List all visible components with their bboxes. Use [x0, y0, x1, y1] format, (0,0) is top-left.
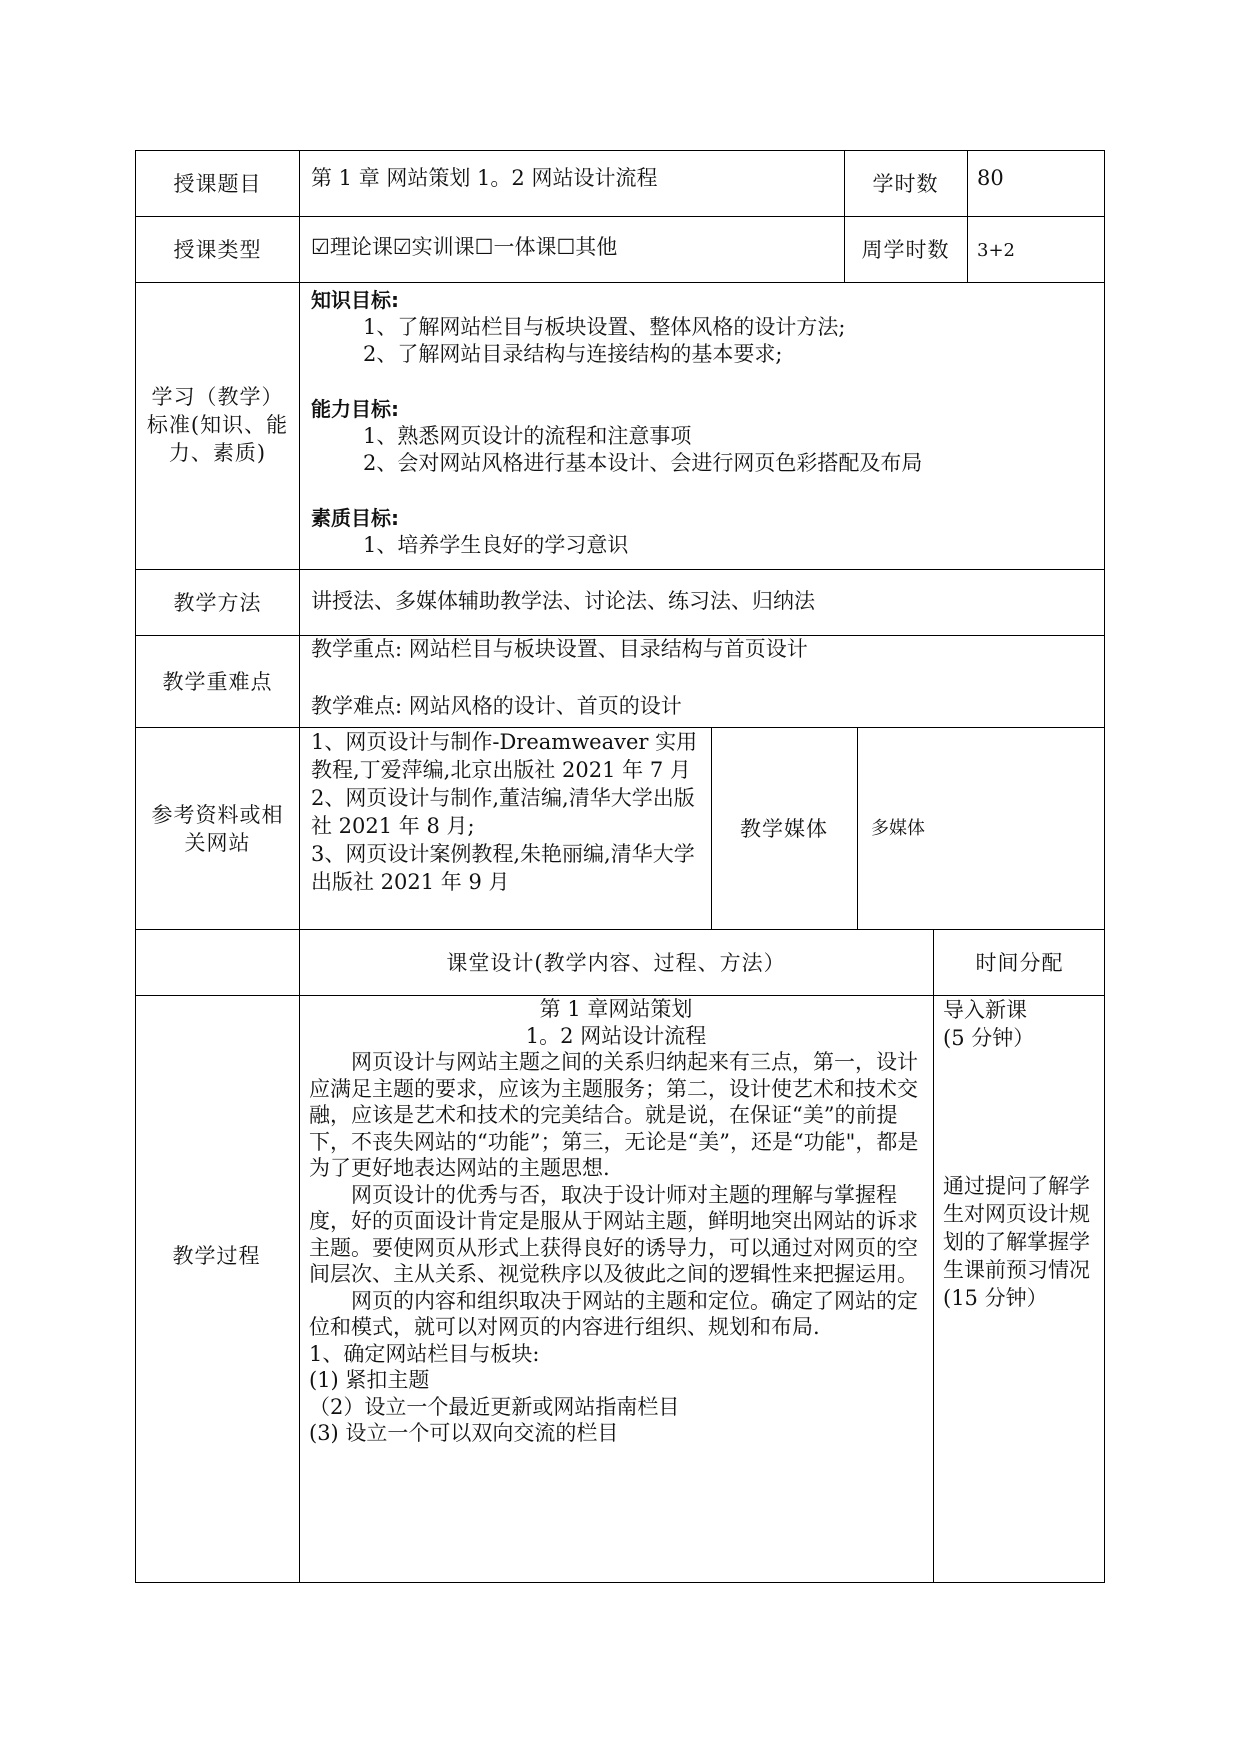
methods-label: 教学方法 [173, 590, 262, 615]
list-item: (1) 紧扣主题 [309, 1368, 430, 1392]
knowledge-item: 2、了解网站目录结构与连接结构的基本要求; [363, 342, 783, 366]
ability-title: 能力目标: [311, 397, 399, 421]
weekly-hours-label: 周学时数 [861, 237, 950, 262]
process-label: 教学过程 [172, 1244, 261, 1268]
list-title: 1、确定网站栏目与板块: [309, 1341, 540, 1366]
ability-item: 1、熟悉网页设计的流程和注意事项 [363, 424, 692, 448]
hours-value: 80 [977, 166, 1004, 190]
section-title: 1。2 网站设计流程 [525, 1023, 707, 1048]
references-row [135, 727, 1105, 929]
list-item: （2）设立一个最近更新或网站指南栏目 [309, 1394, 680, 1419]
type-label: 授课类型 [173, 237, 262, 262]
standards-row [135, 282, 1105, 569]
methods-row [135, 569, 1105, 635]
knowledge-item: 1、了解网站栏目与板块设置、整体风格的设计方法; [363, 315, 846, 339]
paragraph: 网页设计与网站主题之间的关系归纳起来有三点，第一，设计应满足主题的要求，应该为主题服务；第二，设计使艺术和技术交融，应该是艺术和技术的完美结合。就是说，在保证“美”的前提下，不丧失网站的“功能”；第三，无论是“美”，还是“功能"，都是为了更好地表达网站的主题思想. [309, 1050, 919, 1180]
media-value: 多媒体 [871, 818, 925, 839]
key-points-row [135, 635, 1105, 727]
time-review: 通过提问了解学生对网页设计规划的了解掌握学生课前预习情况 (15 分钟） [943, 1174, 1090, 1310]
references-list: 1、网页设计与制作-Dreamweaver 实用教程,丁爱萍编,北京出版社 2021 年 7 月 2、网页设计与制作,董洁编,清华大学出版社 2021 年 8 月; 3、网页设计案例教程,朱艳丽编,清华大学出版社 2021 年 9 月 [311, 730, 698, 894]
key-points-label: 教学重难点 [162, 669, 273, 694]
teaching-difficulty: 教学难点: 网站风格的设计、首页的设计 [311, 694, 682, 718]
quality-title: 素质目标: [311, 506, 399, 530]
paragraph: 网页的内容和组织取决于网站的主题和定位。确定了网站的定位和模式，就可以对网页的内容进行组织、规划和布局. [309, 1288, 918, 1339]
design-header: 课堂设计(教学内容、过程、方法） [446, 950, 786, 975]
weekly-hours-value: 3+2 [977, 240, 1015, 261]
paragraph: 网页设计的优秀与否，取决于设计师对主题的理解与掌握程度，好的页面设计肯定是服从于网站主题，鲜明地突出网站的诉求主题。要使网页从形式上获得良好的诱导力，可以通过对网页的空间层次、主从关系、视觉秩序以及彼此之间的逻辑性来把握运用。 [309, 1182, 918, 1286]
methods-value: 讲授法、多媒体辅助教学法、讨论法、练习法、归纳法 [311, 589, 815, 613]
quality-item: 1、培养学生良好的学习意识 [363, 533, 629, 557]
ability-item: 2、会对网站风格进行基本设计、会进行网页色彩搭配及布局 [363, 451, 923, 475]
media-label: 教学媒体 [740, 816, 828, 841]
teaching-focus: 教学重点: 网站栏目与板块设置、目录结构与首页设计 [311, 637, 808, 661]
type-options: ☑理论课☑实训课☐一体课☐其他 [311, 235, 618, 259]
standards-content [299, 283, 1106, 569]
knowledge-title: 知识目标: [311, 288, 399, 312]
time-intro: 导入新课 (5 分钟） [943, 998, 1035, 1050]
references-label: 参考资料或相关网站 [151, 802, 284, 855]
hours-label: 学时数 [872, 171, 939, 196]
topic-value: 第 1 章 网站策划 1。2 网站设计流程 [311, 166, 658, 190]
topic-row [135, 150, 1105, 216]
standards-label: 学习（教学）标准(知识、能力、素质) [146, 385, 289, 465]
type-row [135, 216, 1105, 282]
topic-label: 授课题目 [173, 171, 262, 196]
chapter-title: 第 1 章网站策划 [539, 997, 693, 1021]
list-item: (3) 设立一个可以双向交流的栏目 [309, 1421, 619, 1445]
key-points-content [299, 636, 1106, 727]
time-header: 时间分配 [975, 950, 1064, 975]
time-allocation [933, 996, 1106, 1583]
process-content [299, 996, 933, 1583]
